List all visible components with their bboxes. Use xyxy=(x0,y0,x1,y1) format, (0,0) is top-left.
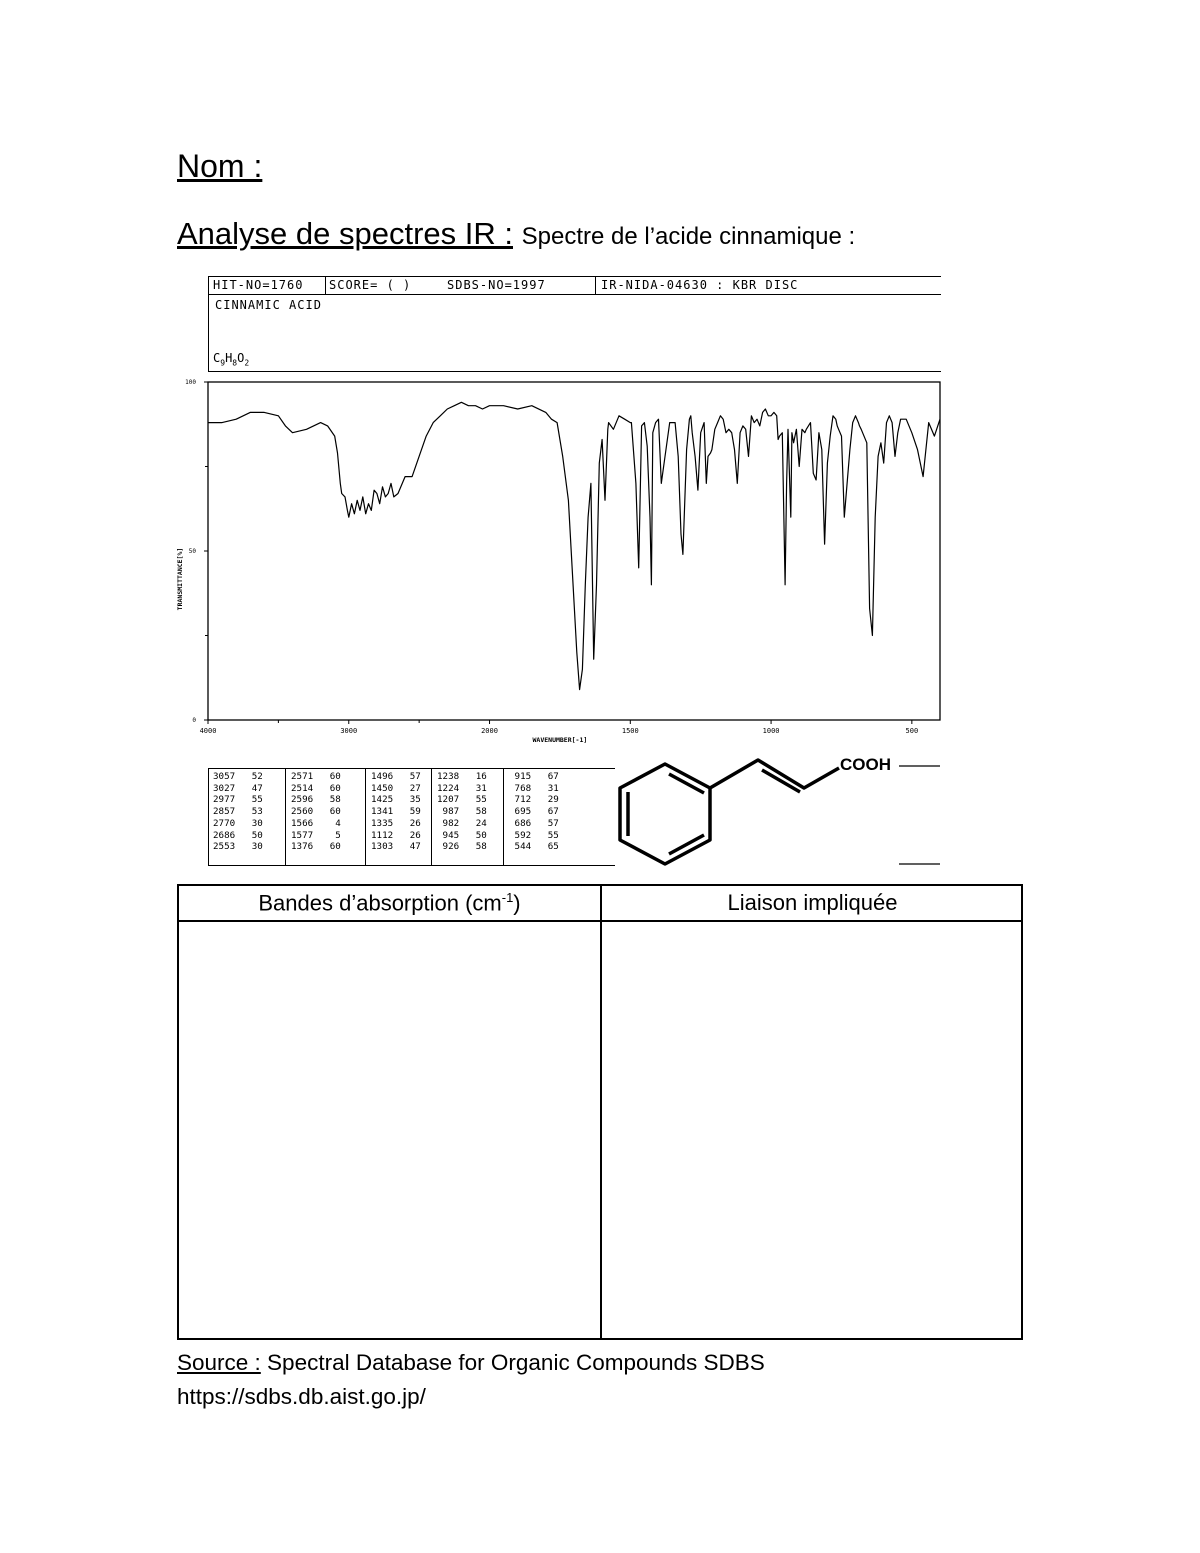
heading-main: Analyse de spectres IR : xyxy=(177,216,513,251)
peak-row: 3057 52 xyxy=(213,771,263,782)
peak-row: 915 67 xyxy=(509,771,559,782)
peak-row: 2596 58 xyxy=(291,794,341,806)
peak-row: 1425 35 xyxy=(371,794,421,806)
peak-row: 1566 4 xyxy=(291,817,341,829)
peak-table-divider xyxy=(503,769,504,865)
peak-row: 1450 27 xyxy=(371,782,421,794)
peak-row: 3027 47 xyxy=(213,782,263,794)
y-tick-label: 50 xyxy=(188,548,196,555)
bands-answer-cell[interactable] xyxy=(179,922,600,1338)
y-tick-label: 100 xyxy=(185,379,196,386)
peak-row: 945 50 xyxy=(437,829,487,841)
column-header-bond: Liaison impliquée xyxy=(727,890,898,915)
peak-table-divider xyxy=(285,769,286,865)
x-tick-label: 3000 xyxy=(340,727,358,735)
peak-row: 1112 26 xyxy=(371,829,421,841)
peak-row: 987 58 xyxy=(437,806,487,818)
x-tick-label: 1000 xyxy=(762,727,780,735)
ir-spectrum-chart xyxy=(170,372,950,752)
benzene-ring xyxy=(620,764,710,864)
source xyxy=(177,1346,765,1414)
spectrum-header-row xyxy=(209,277,941,295)
peak-column xyxy=(509,771,559,853)
peak-row: 592 55 xyxy=(509,829,559,841)
peak-table xyxy=(208,768,615,866)
hit-number: HIT-NO=1760 xyxy=(213,278,304,292)
x-tick-label: 4000 xyxy=(199,727,217,735)
peak-column xyxy=(213,771,263,853)
peak-row: 2857 53 xyxy=(213,806,263,818)
peak-row: 1238 16 xyxy=(437,771,487,782)
peak-row: 686 57 xyxy=(509,817,559,829)
ir-id: IR-NIDA-04630 : KBR DISC xyxy=(601,278,799,292)
y-tick-label: 0 xyxy=(192,717,196,724)
peak-column xyxy=(371,771,421,853)
divider xyxy=(325,277,326,294)
peak-row: 2571 60 xyxy=(291,771,341,782)
peak-row: 1496 57 xyxy=(371,771,421,782)
peak-table-divider xyxy=(431,769,432,865)
side-chain xyxy=(710,760,839,788)
peak-row: 1335 26 xyxy=(371,817,421,829)
peak-row: 2770 30 xyxy=(213,817,263,829)
spectrum-line xyxy=(208,402,940,689)
peak-row: 2977 55 xyxy=(213,794,263,806)
source-label: Source : xyxy=(177,1350,261,1375)
x-tick-label: 500 xyxy=(905,727,919,735)
x-axis-label: WAVENUMBER[-1] xyxy=(532,736,588,744)
x-tick-label: 2000 xyxy=(481,727,498,735)
nom-label: Nom : xyxy=(177,148,263,184)
peak-table-divider xyxy=(365,769,366,865)
column-header-bands: Bandes d’absorption $(cm^{-1})$ xyxy=(258,890,521,916)
source-url[interactable]: https://sdbs.db.aist.go.jp/ xyxy=(177,1384,426,1409)
peak-row: 1207 55 xyxy=(437,794,487,806)
bond-answer-cell[interactable] xyxy=(602,922,1021,1338)
peak-row: 2514 60 xyxy=(291,782,341,794)
sdbs-number: SDBS-NO=1997 xyxy=(447,278,546,292)
peak-row: 1224 31 xyxy=(437,782,487,794)
y-axis-label: TRANSMITTANCE[%] xyxy=(176,547,184,611)
peak-row: 712 29 xyxy=(509,794,559,806)
peak-row: 768 31 xyxy=(509,782,559,794)
peak-row: 982 24 xyxy=(437,817,487,829)
heading-sub: Spectre de l’acide cinnamique : xyxy=(521,223,856,250)
page-heading xyxy=(177,216,855,252)
peak-row: 2560 60 xyxy=(291,806,341,818)
peak-row: 1303 47 xyxy=(371,841,421,853)
peak-row: 544 65 xyxy=(509,841,559,853)
peak-column xyxy=(437,771,487,853)
score: SCORE= ( ) xyxy=(329,278,412,292)
divider xyxy=(595,277,596,294)
peak-row: 2686 50 xyxy=(213,829,263,841)
x-tick-label: 1500 xyxy=(621,727,639,735)
peak-row: 1577 5 xyxy=(291,829,341,841)
cooh-label: COOH xyxy=(840,755,891,774)
cinnamic-acid-structure xyxy=(612,752,942,868)
peak-row: 2553 30 xyxy=(213,841,263,853)
peak-row: 1376 60 xyxy=(291,841,341,853)
source-text: Spectral Database for Organic Compounds SDBS xyxy=(260,1350,765,1375)
molecular-formula: $C_9H_8O_2$ xyxy=(213,351,250,368)
peak-row: 1341 59 xyxy=(371,806,421,818)
answer-table xyxy=(177,884,1023,1340)
compound-name: CINNAMIC ACID xyxy=(215,298,322,312)
spectrum-header xyxy=(208,276,941,372)
peak-column xyxy=(291,771,341,853)
peak-row: 695 67 xyxy=(509,806,559,818)
peak-row: 926 58 xyxy=(437,841,487,853)
